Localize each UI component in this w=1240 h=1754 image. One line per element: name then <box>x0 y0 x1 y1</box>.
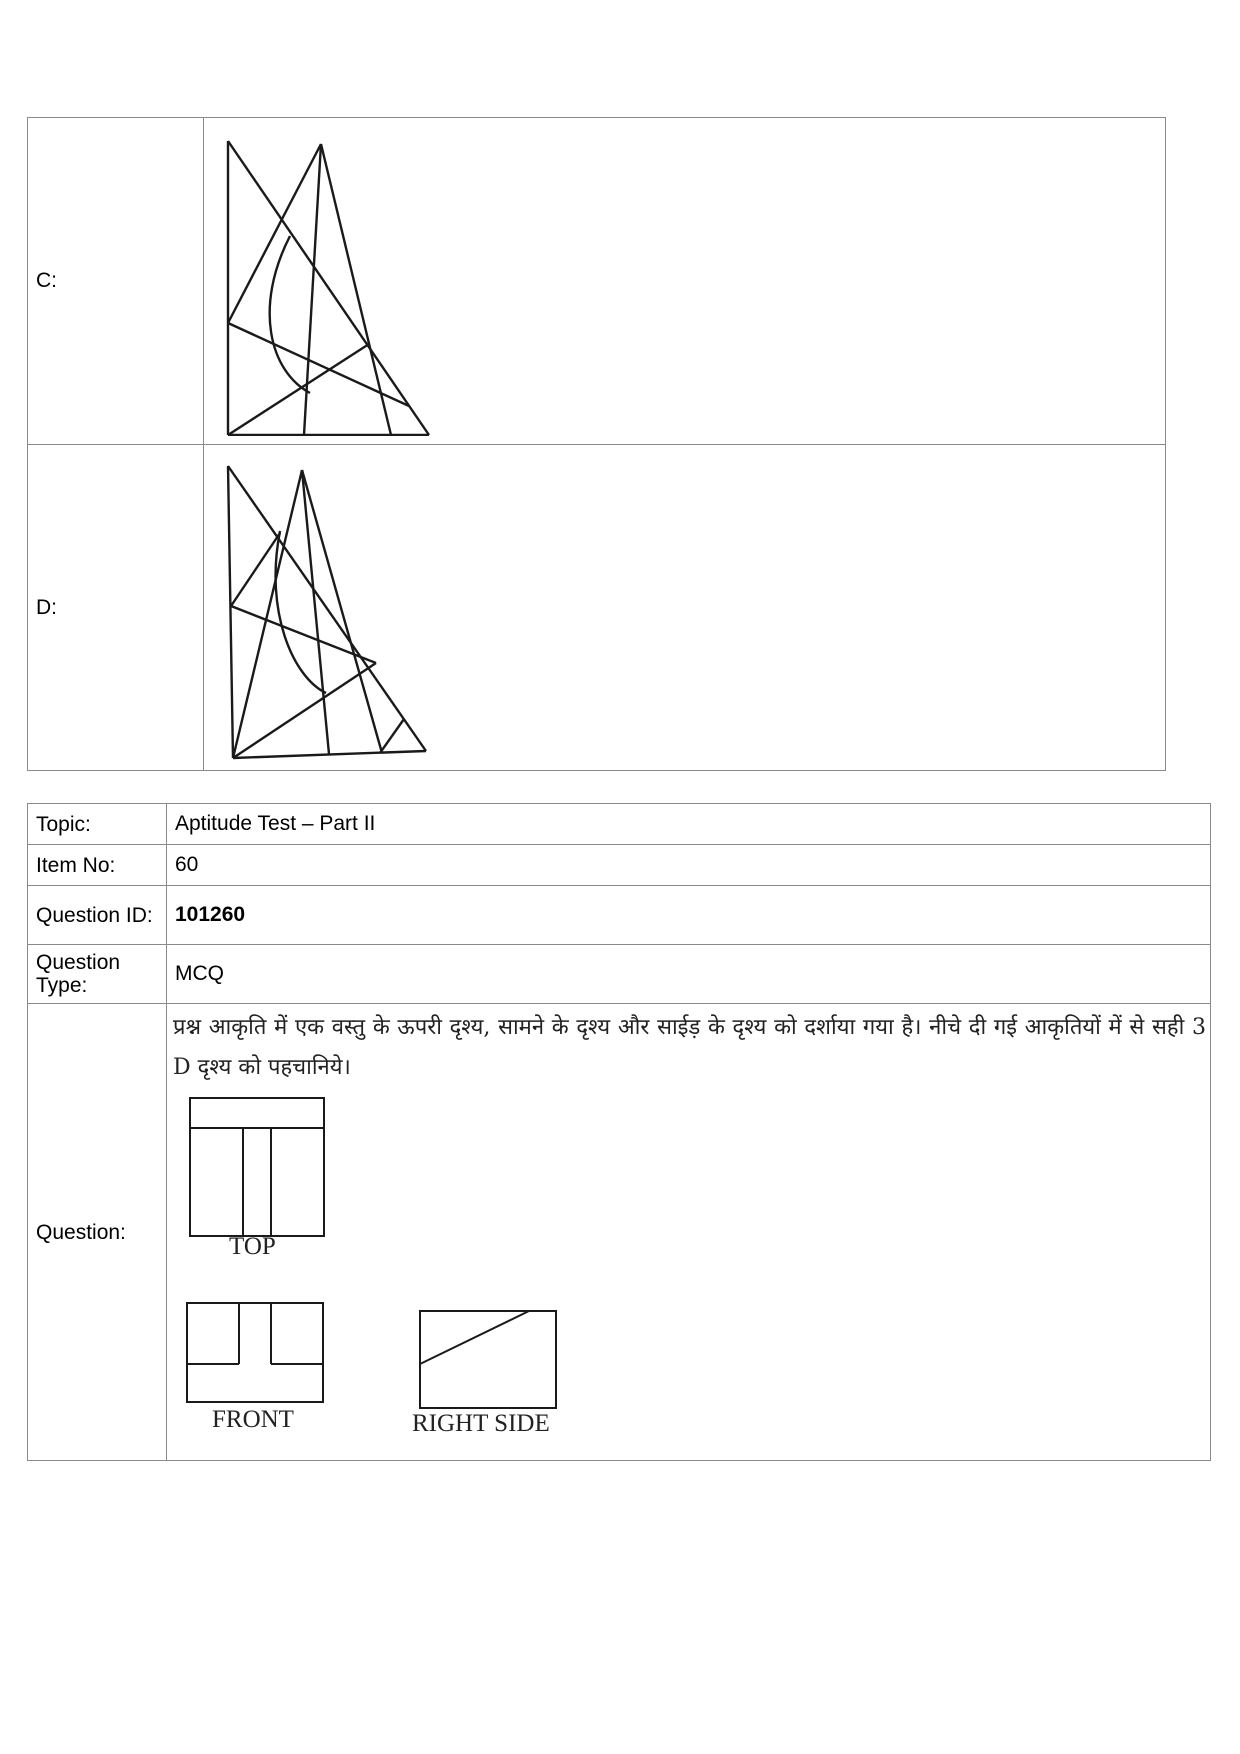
options-table <box>27 117 1166 771</box>
item-no-label: Item No: <box>28 845 167 886</box>
item-no-value: 60 <box>167 845 1211 886</box>
option-figure-d[interactable] <box>204 445 1166 771</box>
orthographic-views <box>167 1088 1210 1460</box>
question-id-label: Question ID: <box>28 886 167 945</box>
option-d-triangle-figure <box>214 453 454 763</box>
top-view-icon <box>190 1098 324 1236</box>
views-drawing <box>167 1088 567 1460</box>
front-view-label: FRONT <box>212 1406 294 1433</box>
question-type-label: Question Type: <box>28 945 167 1004</box>
question-label: Question: <box>28 1004 167 1461</box>
question-id-row <box>28 886 1211 945</box>
option-label-c: C: <box>28 118 204 445</box>
question-body <box>167 1004 1211 1461</box>
option-label-d: D: <box>28 445 204 771</box>
option-c-triangle-figure <box>214 126 454 436</box>
option-row-c <box>28 118 1166 445</box>
question-type-value: MCQ <box>167 945 1211 1004</box>
question-info-table <box>27 803 1211 1461</box>
question-row <box>28 1004 1211 1461</box>
topic-label: Topic: <box>28 804 167 845</box>
front-view-icon <box>187 1303 323 1402</box>
right-side-view-icon <box>420 1311 556 1408</box>
question-text: प्रश्न आकृति में एक वस्तु के ऊपरी दृश्य, सामने के दृश्य और साईड़ के दृश्य को दर्शाया गया है। नीचे दी गई आकृतियों में से सही 3 D दृश्य को पहचानिये। <box>173 1015 1206 1080</box>
topic-row <box>28 804 1211 845</box>
question-id-value: 101260 <box>167 886 1211 945</box>
question-type-row <box>28 945 1211 1004</box>
top-view-label: TOP <box>229 1233 276 1260</box>
right-side-view-label: RIGHT SIDE <box>412 1410 550 1437</box>
option-figure-c[interactable] <box>204 118 1166 445</box>
option-row-d <box>28 445 1166 771</box>
topic-value: Aptitude Test – Part II <box>167 804 1211 845</box>
item-row <box>28 845 1211 886</box>
